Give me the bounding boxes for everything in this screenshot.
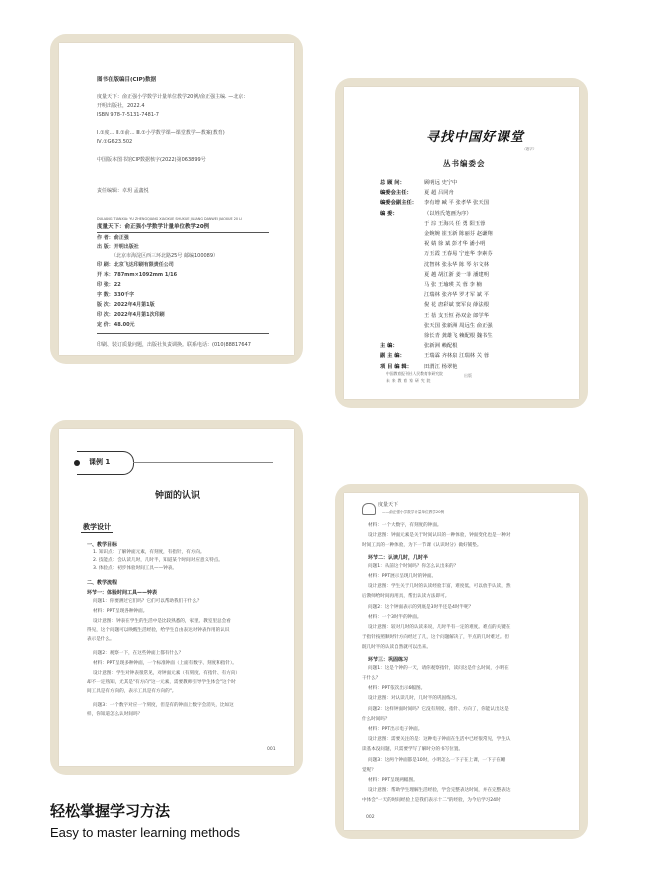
body-line: 问题2：这样钟面时间吗？它没有刻度、指针、方向了，你能认出这是 [368, 706, 509, 712]
cip-title: 图书在版编目(CIP)数据 [97, 77, 157, 83]
page-number: 002 [366, 815, 375, 820]
body-line: 时间工具的一种体验，为下一节课《认识时分》做好铺垫。 [362, 543, 482, 549]
link-1: 环节一：体验时间工具——钟表 [87, 590, 158, 596]
cip-book: 度量天下：俞正强小学数学计量单位教学20例/俞正强主编. —北京： [97, 94, 249, 100]
objective-1: 1. 知识点：了解钟面元素，有刻度，有指针，有方向。 [93, 550, 205, 555]
cip-record: 中国版本图书馆CIP数据核字(2022)第063899号 [97, 157, 206, 163]
body-line: 觉呢？ [362, 767, 376, 773]
board-names: 沈智林 张永华 陈 琴 尔文林 [424, 261, 490, 268]
board-names: 顾明远 史宁中 [424, 180, 458, 186]
board-names: 徐长青 龚雄飞 赖配根 魏书生 [424, 333, 493, 339]
lesson-one-page [59, 429, 294, 766]
board-role: 项 目 编 辑： [380, 363, 413, 370]
body-line: 什么时间吗？ [362, 716, 390, 722]
board-names: 夏 超 吕同舟 [424, 190, 454, 197]
book-title: 度量天下：俞正强小学数学计量单位教学20例 [97, 224, 210, 230]
info-address: （北京市海淀区西三环北路25号 邮编100089） [111, 253, 219, 259]
body-line: 读基本没问题，只需要学写了解时分的书写位置。 [362, 747, 464, 753]
question-3: 问题3：一个数字对应一个刻度，但是有的钟面上数字会消失，比如这 [93, 703, 234, 708]
section-link: 环节三：巩固练习 [368, 656, 409, 663]
body-line: 问题3：这两个钟面都是10时，小明怎么一下子在上课，一下子在睡 [368, 757, 506, 763]
body-line: 材料：PPT出示电子钟面。 [368, 727, 423, 732]
page-frame-copyright [50, 34, 303, 364]
board-heading: 丛书编委会 [443, 159, 486, 168]
body-line: 材料：PPT依次出示6幅图。 [368, 686, 426, 692]
board-names: 李有增 臧 平 张孝华 张天国 [424, 200, 490, 207]
board-names: 张天国 张新洲 周远生 俞正强 [424, 322, 493, 329]
pinyin-title: DULIANG TIANXIA: YU ZHENGQIANG XIAOXUE SHUXUE JILIANG DANWEI JIAOXUE 20 LI [97, 217, 243, 221]
board-names: 祝 婧 徐 斌 彭才华 潘小明 [424, 241, 486, 248]
page-frame-lesson-cont [335, 484, 588, 839]
material-2: 材料：PPT呈现多种钟面，一个标准钟面（上面有数字、刻度和指针）。 [93, 661, 237, 666]
board-names: 夏 越 胡江浙 姜一菲 潘建明 [424, 271, 490, 278]
body-line: 问题1：这是个钟的一天，请你观察指针，读问这是什么时间，小明在 [368, 665, 509, 671]
body-line: 问题2：这个钟面表示的到底是3时半还是4时半呢？ [368, 604, 474, 610]
lesson-cont-page [344, 493, 579, 830]
running-subheader: ——俞正强小学数学计量单位教学20例 [382, 510, 445, 514]
board-role: 副 主 编： [380, 353, 405, 360]
board-role: 编委会主任： [380, 190, 412, 197]
design-2c: 间工具是有方向的，表示工具是有方向的"。 [87, 689, 177, 694]
board-names: 倪 花 唐彩斌 窦军良 薛法根 [424, 302, 490, 309]
board-names: 王瑞霖 齐林泉 江瑞林 关 蓉 [424, 353, 490, 360]
divider [97, 232, 269, 233]
objective-3: 3. 体验点：初步体验时间工具——钟表。 [93, 566, 177, 571]
board-role: 总 顾 问： [380, 180, 405, 186]
caption-chinese: 轻松掌握学习方法 [50, 802, 171, 820]
book-logo-icon [362, 503, 376, 515]
editors: 责任编辑：卓玥 孟鑫悦 [97, 188, 149, 194]
board-names: 田渭江 杨翠艳 [424, 363, 458, 370]
info-edition: 版 次：2022年4月第1版 [97, 302, 155, 308]
cip-subjects: Ⅰ.①度… Ⅱ.①俞… Ⅲ.①小学数学课—课堂教学—教案(教育) [97, 130, 225, 136]
board-names: 张新洲 赖配根 [424, 343, 458, 350]
question-2: 问题2：观察一下，在这些钟面上都有什么？ [93, 651, 184, 656]
body-line: 于指针按照顺时针方向经过了几，这个问题解决了，半点的几时难过。但 [362, 635, 510, 641]
body-line: 设计意图：较对几时的认读来说，几时半有一定的难度。难点的关键在 [368, 625, 511, 630]
body-line: 既几时半的认读自然就可以出来。 [362, 645, 431, 651]
tab-rule [133, 462, 273, 463]
design-2b: 却不一定熟知，尤其是"有方向"这一元素，需要教师引导学生体会"这个时 [87, 680, 236, 685]
question-3b: 样，你知道怎么认时间吗？ [87, 712, 143, 717]
page-frame-editorial-board [335, 78, 588, 408]
board-role: 主 编： [380, 343, 398, 350]
tab-dot-icon [74, 460, 80, 466]
calligraphy-title: 寻找中国好课堂 [426, 130, 525, 145]
info-publisher: 出 版：开明出版社 [97, 244, 139, 250]
board-role: 编委会副主任： [380, 200, 418, 207]
institute-line-2: 未 来 教 育 家 研 究 院 [386, 378, 431, 383]
institute-mark: 出版 [464, 373, 472, 378]
calligraphy-seal: （题字） [522, 147, 536, 151]
body-line: 干什么？ [362, 676, 381, 681]
board-names: 马 张 王瑜瑛 关 蓉 李 楠 [424, 282, 482, 288]
material-1: 材料：PPT呈现各种钟面。 [93, 609, 148, 614]
body-line: 设计意图：钟面元素是关于时间认识的一种体验，钟面变化也是一种对 [368, 533, 511, 539]
board-names: 王 蓓 支玉恒 孙双金 郎学华 [424, 312, 490, 319]
body-line: 设计意图：对认读几时，几时半的巩固练习。 [368, 696, 460, 702]
body-line: 材料：一个大数字，有刻度的钟面。 [368, 523, 442, 528]
info-printer: 印 刷：北京飞达印刷有限责任公司 [97, 262, 174, 268]
question-1: 问题1：你要测过它们吗？它们可以帮助我们干什么？ [93, 599, 202, 604]
design-2a: 设计意图：学生对钟表很常见，对钟面元素（有刻度、有指针、有方向） [93, 671, 241, 676]
body-line: 材料：一个3时半的钟面。 [368, 614, 422, 620]
info-sheets: 印 张：22 [97, 282, 121, 288]
divider [97, 333, 269, 334]
info-author: 作 者：俞正强 [97, 235, 129, 241]
body-line: 设计意图：学生关于几时的认读经验丰富，难度低，可以放手认读，然 [368, 584, 511, 590]
quality-notice: 印刷、装订质量问题，出版社负责调换。联系电话：(010)88817647 [97, 342, 251, 348]
body-line: 中体会"一天的时间经验上是我们表示十二"的经验，为今后学习24时 [362, 798, 501, 804]
lesson-title: 钟面的认识 [155, 491, 201, 501]
institute-line-1: 中国教育报刊社人民教育家研究院 [386, 371, 443, 376]
objective-head: 一、教学目标 [87, 542, 118, 548]
page-number: 001 [267, 747, 276, 752]
body-line: 问题1：从前这个时间吗？你怎么认出来的？ [368, 563, 459, 569]
body-line: 材料：PPT展示呈现几时的钟面。 [368, 574, 437, 579]
board-names: 万玉霞 王春易 宁连华 李素芬 [424, 251, 493, 258]
body-line: 材料：PPT呈现两幅图。 [368, 778, 418, 783]
lesson-label: 课例 1 [89, 458, 111, 466]
info-price: 定 价：48.00元 [97, 322, 135, 328]
running-header: 度量天下 [378, 502, 399, 508]
info-format: 开 本：787mm×1092mm 1/16 [97, 272, 178, 278]
copyright-page [59, 43, 294, 355]
board-names: 江瑞林 张齐华 罗才军 斌 平 [424, 292, 490, 299]
section-head: 教学设计 [83, 522, 111, 531]
cip-class: Ⅳ.①G623.502 [97, 139, 133, 145]
body-line: 设计意图：需要关注的是：这种电子钟面在生活中已经很常见，学生认 [368, 737, 511, 743]
cip-publisher: 开明出版社，2022.4 [97, 103, 145, 109]
board-names: （以姓氏笔画为序） [424, 210, 472, 217]
objective-2: 2. 技能点：会认读几时，几时半，知道某个时间对应意义特点。 [93, 558, 223, 563]
section-link: 环节二：认读几时，几时半 [368, 554, 429, 561]
body-line: 后教师给时间再用具，帮出认读方法即可。 [362, 594, 450, 600]
design-1a: 设计意图：钟表在学生的生活中是比较熟悉的，家里、教室里总会看 [93, 619, 231, 624]
info-words: 字 数：330千字 [97, 292, 135, 298]
info-impression: 印 次：2022年4月第1次印刷 [97, 312, 165, 318]
board-names: 金婉婉 崔玉新 陈丽芬 赵谦翔 [424, 231, 493, 237]
page-frame-lesson-one [50, 420, 303, 775]
design-1b: 得见，这个问题可以唤醒生活经验，给学生自由表达对钟表作用的认识 [87, 628, 230, 633]
caption-english: Easy to master learning methods [50, 825, 241, 840]
editorial-board-page [344, 87, 579, 399]
lesson-tab [77, 451, 134, 475]
isbn: ISBN 978-7-5131-7481-7 [97, 112, 159, 118]
board-names: 于 淙 王海兴 任 勇 阳玉蓉 [424, 220, 486, 227]
board-role: 编 委： [380, 210, 398, 217]
design-1c: 表示是什么。 [87, 637, 115, 642]
process-head: 二、教学流程 [87, 580, 118, 586]
body-line: 设计意图：帮助学生理解生活经验，学会完整表达时间，并在完整表达 [368, 788, 511, 794]
